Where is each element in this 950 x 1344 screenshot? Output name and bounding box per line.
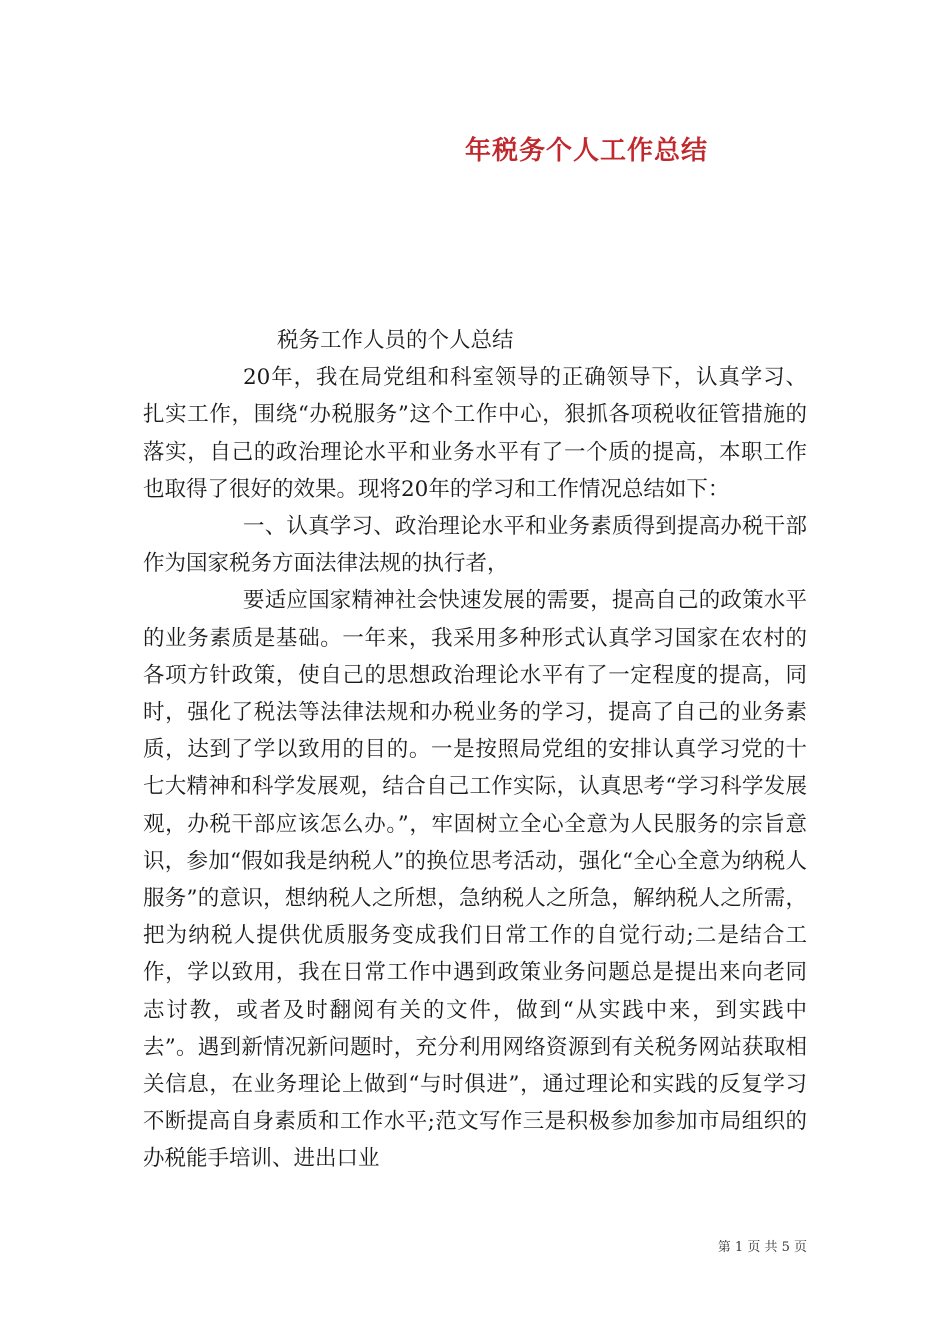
paragraph-study: 要适应国家精神社会快速发展的需要，提高自己的政策水平的业务素质是基础。一年来，我采用多种形式认真学习国家在农村的各项方针政策，使自己的思想政治理论水平有了一定程度的提高，同时，强化了税法等法律法规和办税业务的学习，提高了自己的业务素质，达到了学以致用的目的。一是按照局党组的安排认真学习党的十七大精神和科学发展观，结合自己工作实际，认真思考“学习科学发展观，办税干部应该怎么办。”，牢固树立全心全意为人民服务的宗旨意识，参加“假如我是纳税人”的换位思考活动，强化“全心全意为纳税人服务”的意识，想纳税人之所想，急纳税人之所急，解纳税人之所需，把为纳税人提供优质服务变成我们日常工作的自觉行动;二是结合工作，学以致用，我在日常工作中遇到政策业务问题总是提出来向老同志讨教，或者及时翻阅有关的文件，做到“从实践中来，到实践中去”。遇到新情况新问题时，充分利用网络资源到有关税务网站获取相关信息，在业务理论上做到“与时俱进”，通过理论和实践的反复学习不断提高自身素质和工作水平;范文写作三是积极参加参加市局组织的办税能手培训、进出口业 (143, 588, 807, 1172)
page-number: 第 1 页 共 5 页 (717, 1240, 807, 1255)
document-title: 年税务个人工作总结 (465, 136, 709, 166)
paragraph-intro: 20年，我在局党组和科室领导的正确领导下，认真学习、扎实工作，围绕“办税服务”这个工作中心，狠抓各项税收征管措施的落实，自己的政治理论水平和业务水平有了一个质的提高，本职工作也取得了很好的效果。现将20年的学习和工作情况总结如下： (143, 365, 807, 502)
document-subtitle: 税务工作人员的个人总结 (277, 328, 514, 353)
document-body (143, 322, 807, 1178)
paragraph-section-one: 一、认真学习、政治理论水平和业务素质得到提高办税干部作为国家税务方面法律法规的执行者， (143, 514, 807, 577)
